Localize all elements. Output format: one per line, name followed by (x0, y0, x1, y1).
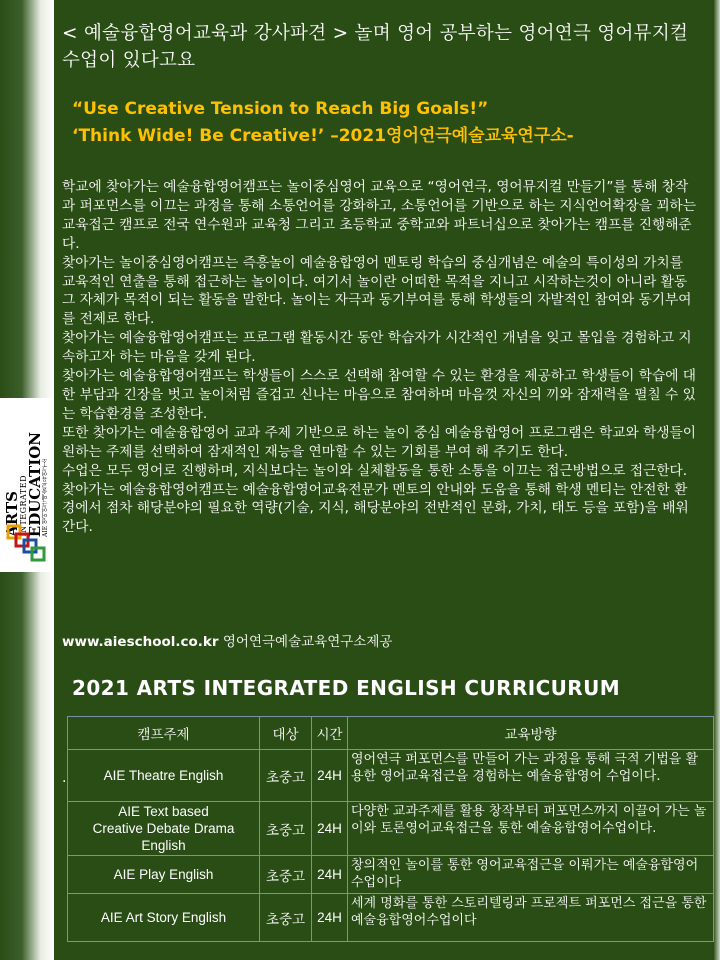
website-link[interactable]: www.aieschool.co.kr (62, 634, 219, 650)
cell-time: 24H (312, 802, 348, 856)
cell-time: 24H (312, 750, 348, 802)
cell-time: 24H (312, 894, 348, 942)
logo-arts-text: ARTS (3, 491, 21, 537)
cell-theme: AIE Art Story English (68, 894, 260, 942)
website-credit (62, 630, 392, 650)
page-title: < 예술융합영어교육과 강사파견 > 놀며 영어 공부하는 영어연극 영어뮤지컬 수업이 있다고요 (62, 23, 689, 71)
aie-logo (0, 398, 54, 572)
paragraph: 찾아가는 예술융합영어캠프는 프로그램 활동시간 동안 학습자가 시간적인 개념을 잊고 몰입을 경험하고 지속하고자 하는 마음을 갖게 된다. (62, 330, 692, 366)
cell-theme: AIE Play English (68, 856, 260, 894)
logo-squares-icon (6, 522, 50, 566)
website-note: 영어연극예술교육연구소제공 (218, 634, 393, 650)
slogan-line-1: “Use Creative Tension to Reach Big Goals!” (72, 99, 489, 119)
cell-direction: 다양한 교과주제를 활용 창작부터 퍼포먼스까지 이끌어 가는 놀이와 토론영어교육접근을 통한 예술융합영어수업이다. (348, 802, 714, 856)
paragraph: 수업은 모두 영어로 진행하며, 지식보다는 놀이와 실체활동을 통한 소통을 이끄는 접근방법으로 접근한다. (62, 462, 688, 479)
cell-direction: 영어연극 퍼포먼스를 만들어 가는 과정을 통해 극적 기법을 활용한 영어교육접근을 경험하는 예술융합영어 수업이다. (348, 750, 714, 802)
cell-direction: 창의적인 놀이를 통한 영어교육접근을 이뤄가는 예술융합영어수업이다 (348, 856, 714, 894)
slogan-line-2: ‘Think Wide! Be Creative!’ –2021영어연극예술교육연구소- (72, 126, 574, 146)
header-theme: 캠프주제 (68, 717, 260, 750)
table-row (68, 856, 714, 894)
paragraph: 찾아가는 예술융합영어캠프는 학생들이 스스로 선택해 참여할 수 있는 환경을 제공하고 학생들이 학습에 대한 부담과 긴장을 벗고 놀이처럼 즐겁고 신나는 마음으로 참여하며 마음껏 자신의 끼와 잠재력을 펼칠 수 있는 학습환경을 조성한다. (62, 368, 696, 422)
logo-education-text: EDUCATION (26, 431, 44, 537)
table-row (68, 802, 714, 856)
cell-direction: 세계 명화를 통한 스토리텔링과 프로젝트 퍼포먼스 접근을 통한 예술융합영어수업이다 (348, 894, 714, 942)
cell-time: 24H (312, 856, 348, 894)
table-row (68, 894, 714, 942)
paragraph: 찾아가는 예술융합영어캠프는 예술융합영어교육전문가 멘토의 안내와 도움을 통해 학생 멘티는 안전한 환경에서 점차 해당분야의 필요한 역량(기술, 지식, 해당분야의 전반적인 문화, 가치, 태도 등을 포함)을 배워간다. (62, 481, 689, 536)
slogan (72, 96, 712, 150)
cell-target: 초중고 (260, 750, 312, 802)
header-target: 대상 (260, 717, 312, 750)
cell-target: 초중고 (260, 894, 312, 942)
table-header-row (68, 717, 714, 750)
cell-target: 초중고 (260, 802, 312, 856)
curriculum-table (67, 716, 714, 942)
cell-theme: AIE Text based Creative Debate Drama English (68, 802, 260, 856)
table-row (68, 750, 714, 802)
paragraph: 학교에 찾아가는 예술융합영어캠프는 놀이중심영어 교육으로 “영어연극, 영어뮤지컬 만들기”를 통해 창작과 퍼포먼스를 이끄는 과정을 통해 소통언어를 강화하고, 소통언어를 기반으로 하는 지식언어확장을 꾀하는 교육접근 캠프로 전국 연수원과 교육청 그리고 초등학교 중학교와 파트너십으로 찾아가는 캠프를 진행해준다. (62, 179, 696, 252)
header-direction: 교육방향 (348, 717, 714, 750)
logo-integrated-text: INTEGRATED (19, 475, 28, 537)
cell-theme: AIE Theatre English (68, 750, 260, 802)
logo-institute-text: AIE 영어연극예술교육연구소 (42, 458, 49, 537)
stray-dot: . (62, 770, 67, 786)
paragraph: 또한 찾아가는 예술융합영어 교과 주제 기반으로 하는 놀이 중심 예술융합영어 프로그램은 학교와 학생들이 원하는 주제를 선택하여 잠재적인 재능을 연마할 수 있는 기회를 부여 해 주기도 한다. (62, 424, 696, 460)
header-time: 시간 (312, 717, 348, 750)
cell-target: 초중고 (260, 856, 312, 894)
intro-text (62, 178, 698, 537)
logo-wordmark (2, 402, 52, 537)
right-decorative-strip (714, 0, 720, 960)
curriculum-title: 2021 ARTS INTEGRATED ENGLISH CURRICURUM (72, 676, 621, 700)
paragraph: 찾아가는 놀이중심영어캠프는 즉흥놀이 예술융합영어 멘토링 학습의 중심개념은 예술의 특이성의 가치를 교육적인 연출을 통해 접근하는 놀이이다. 여기서 놀이란 어떠한 목적을 지니고 시작하는것이 아니라 활동 그 자체가 목적이 되는 활동을 말한다. 놀이는 자극과 동기부여를 통해 학생들의 자발적인 참여와 동기부여를 전제로 한다. (62, 254, 692, 328)
